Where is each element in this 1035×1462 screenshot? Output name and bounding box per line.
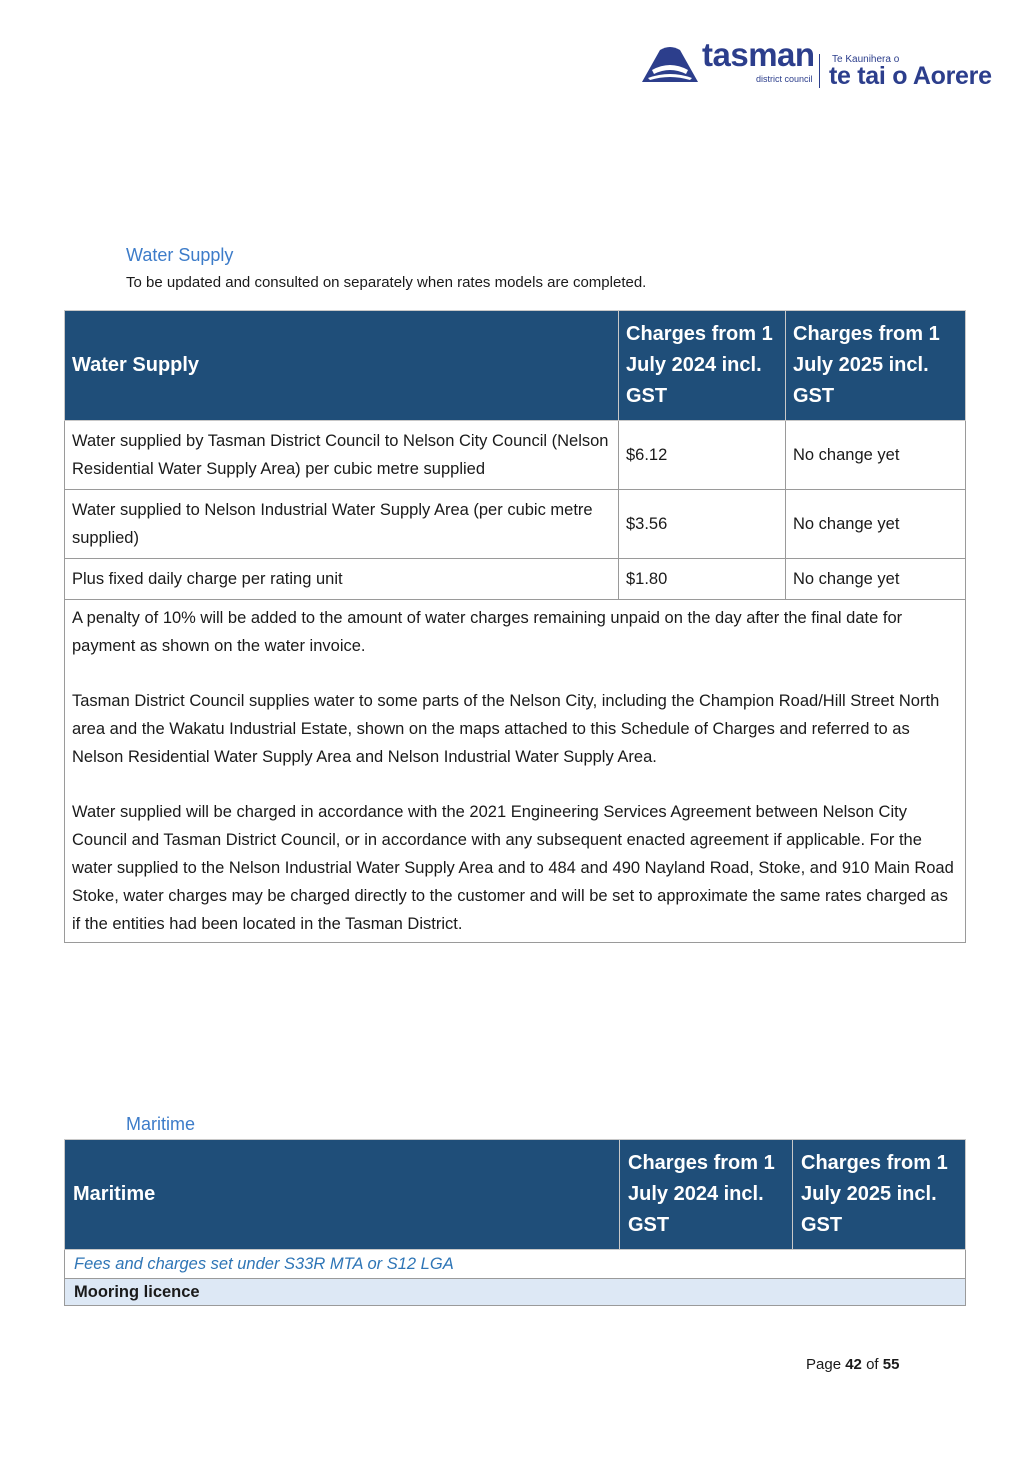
logo-subtitle: district council	[756, 74, 813, 84]
row-description: Plus fixed daily charge per rating unit	[65, 559, 619, 600]
table-row	[65, 559, 966, 600]
row-description: Water supplied by Tasman District Council to Nelson City Council (Nelson Residential Water Supply Area) per cubic metre supplied	[65, 421, 619, 490]
notes-row	[65, 600, 966, 943]
page-current: 42	[845, 1356, 862, 1373]
row-charge-2024: $6.12	[619, 421, 786, 490]
maritime-table	[64, 1139, 966, 1306]
note-agreement: Water supplied will be charged in accordance with the 2021 Engineering Services Agreement between Nelson City Council and Tasman District Council, or in accordance with any subsequent enacted agreement if applicable. For the water supplied to the Nelson Industrial Water Supply Area and to 484 and 490 Nayland Road, Stoke, and 910 Main Road Stoke, water charges may be charged directly to the customer and will be set to approximate the same rates charged as if the entities had been located in the Tasman District.	[72, 803, 954, 933]
page-of: of	[866, 1356, 879, 1373]
page-total: 55	[882, 1356, 900, 1373]
page-number	[806, 1356, 899, 1373]
note-supply-areas: Tasman District Council supplies water to some parts of the Nelson City, including the Champion Road/Hill Street North area and the Wakatu Industrial Estate, shown on the maps attached to this Schedule of Charges and referred to as Nelson Residential Water Supply Area and Nelson Industrial Water Supply Area.	[72, 692, 940, 766]
mountain-logo-icon	[640, 42, 700, 86]
row-charge-2024: $1.80	[619, 559, 786, 600]
column-header-service: Maritime	[65, 1140, 620, 1250]
note-penalty: A penalty of 10% will be added to the amount of water charges remaining unpaid on the day after the final date for payment as shown on the water invoice.	[72, 609, 903, 655]
table-header-row	[65, 311, 966, 421]
column-header-service: Water Supply	[65, 311, 619, 421]
row-charge-2025: No change yet	[786, 421, 966, 490]
row-charge-2024: $3.56	[619, 490, 786, 559]
logo-wordmark: tasman	[702, 36, 815, 73]
page-prefix: Page	[806, 1356, 842, 1373]
water-supply-heading: Water Supply	[126, 245, 234, 265]
water-supply-intro: To be updated and consulted on separately when rates models are completed.	[126, 274, 647, 291]
logo-maori-name: te tai o Aorere	[829, 62, 992, 90]
fees-note: Fees and charges set under S33R MTA or S12 LGA	[65, 1250, 966, 1279]
fees-note-row	[65, 1250, 966, 1279]
column-header-2025: Charges from 1 July 2025 incl. GST	[793, 1140, 966, 1250]
table-row	[65, 421, 966, 490]
table-row	[65, 490, 966, 559]
row-charge-2025: No change yet	[786, 559, 966, 600]
water-supply-table	[64, 310, 966, 943]
logo-maori-small: Te Kaunihera o	[832, 54, 900, 65]
mooring-licence-row	[65, 1279, 966, 1306]
maritime-heading: Maritime	[126, 1114, 196, 1134]
column-header-2024: Charges from 1 July 2024 incl. GST	[620, 1140, 793, 1250]
council-logo	[640, 36, 1002, 96]
row-description: Water supplied to Nelson Industrial Water Supply Area (per cubic metre supplied)	[65, 490, 619, 559]
column-header-2025: Charges from 1 July 2025 incl. GST	[786, 311, 966, 421]
logo-divider	[819, 54, 820, 88]
table-header-row	[65, 1140, 966, 1250]
column-header-2024: Charges from 1 July 2024 incl. GST	[619, 311, 786, 421]
notes-cell	[65, 600, 966, 943]
row-charge-2025: No change yet	[786, 490, 966, 559]
mooring-licence-label: Mooring licence	[65, 1279, 966, 1306]
